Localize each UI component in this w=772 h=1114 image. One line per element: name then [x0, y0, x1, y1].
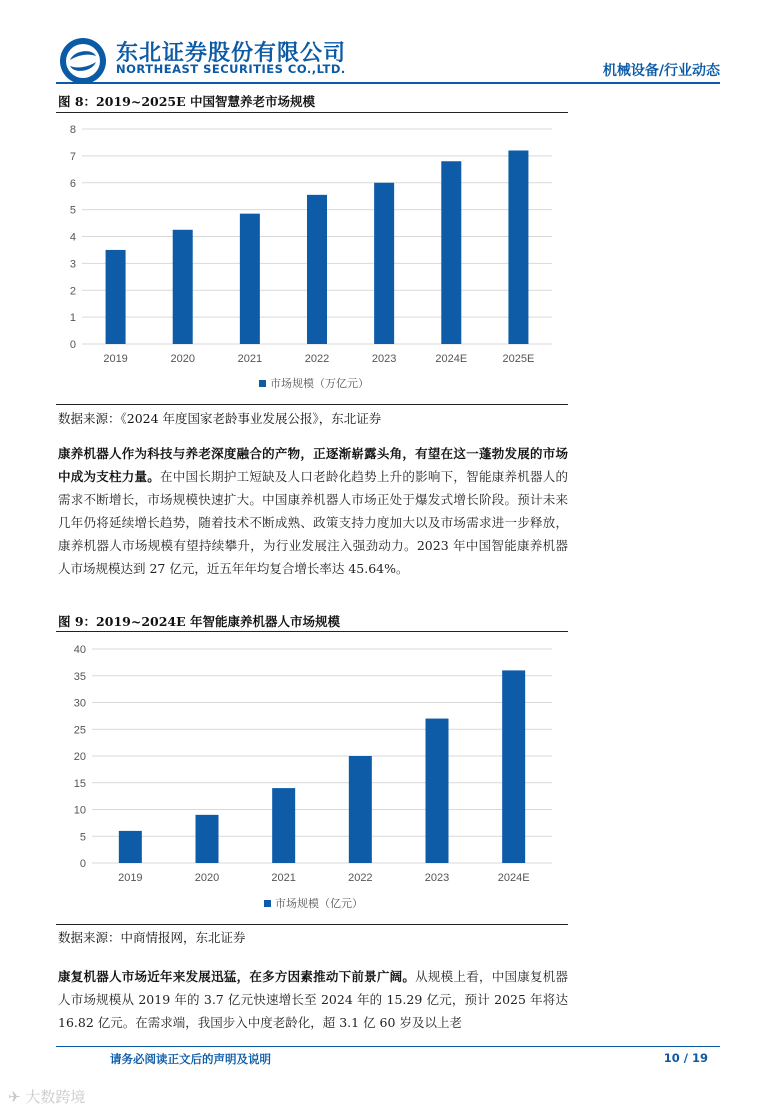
y-tick-label: 4 — [69, 231, 76, 244]
bar — [441, 161, 461, 344]
page-number: 10 / 19 — [663, 1051, 708, 1065]
header-divider — [56, 82, 720, 84]
bar — [173, 230, 193, 344]
paragraph-1-text: 在中国长期护工短缺及人口老龄化趋势上升的影响下，智能康养机器人的需求不断增长，市场规模快速扩大。中国康养机器人市场正处于爆发式增长阶段。预计未来几年仍将延续增长趋势，随着技术不断成熟、政策支持力度加大以及市场需求进一步释放，康养机器人市场规模有望持续攀升，为行业发展注入强劲动力。2023 年中国智能康养机器人市场规模达到 27 亿元，近五年年均复合增长率达 45.64%。 — [58, 469, 568, 576]
x-tick-label: 2021 — [271, 872, 296, 884]
x-tick-label: 2024E — [435, 353, 468, 365]
y-tick-label: 15 — [73, 777, 86, 790]
bar — [240, 214, 260, 344]
bar — [374, 183, 394, 344]
company-name-en: NORTHEAST SECURITIES CO.,LTD. — [116, 62, 346, 76]
x-tick-label: 2022 — [348, 872, 373, 884]
paragraph-1-lead: 康养机器人作为科技与养老深度融合的产物，正逐渐崭露头角，有望在这一蓬勃发展的市场中成为支柱力量。 — [58, 446, 568, 484]
legend-label: 市场规模（亿元） — [275, 898, 363, 910]
bar — [119, 831, 142, 863]
y-tick-label: 6 — [69, 177, 76, 190]
x-tick-label: 2020 — [170, 353, 195, 365]
watermark — [8, 1086, 85, 1107]
bar — [502, 670, 525, 863]
y-tick-label: 2 — [69, 285, 76, 298]
watermark-text: 大数跨境 — [25, 1088, 86, 1106]
legend-label: 市场规模（万亿元） — [270, 378, 369, 390]
y-tick-label: 35 — [73, 670, 86, 683]
y-tick-label: 3 — [69, 258, 76, 271]
company-name-cn: 东北证券股份有限公司 — [116, 41, 347, 66]
x-tick-label: 2023 — [424, 872, 450, 884]
bar — [196, 815, 219, 863]
y-tick-label: 0 — [79, 858, 86, 870]
footer-divider — [56, 1046, 720, 1047]
x-tick-label: 2025E — [502, 353, 535, 365]
figure-8-title: 图 8：2019~2025E 中国智慧养老市场规模 — [58, 94, 315, 109]
y-tick-label: 20 — [73, 751, 86, 763]
x-tick-label: 2020 — [194, 872, 220, 884]
y-tick-label: 5 — [79, 831, 86, 844]
y-tick-label: 25 — [73, 724, 86, 737]
figure-8-source: 数据来源：《2024 年度国家老龄事业发展公报》，东北证券 — [58, 411, 382, 426]
bar — [508, 151, 528, 345]
figure-8-bottom-rule — [56, 404, 568, 405]
legend-swatch — [259, 380, 266, 387]
legend-swatch — [264, 900, 271, 907]
bar — [106, 250, 126, 344]
x-tick-label: 2019 — [103, 353, 128, 365]
figure-8-top-rule — [56, 112, 568, 113]
bar — [307, 195, 327, 344]
y-tick-label: 0 — [69, 339, 76, 351]
x-tick-label: 2019 — [118, 872, 143, 884]
figure-9-bottom-rule — [56, 924, 568, 925]
y-tick-label: 40 — [73, 644, 86, 656]
bar — [349, 756, 372, 863]
x-tick-label: 2023 — [371, 353, 397, 365]
y-tick-label: 8 — [69, 124, 76, 136]
company-logo-icon — [58, 36, 108, 86]
bar — [272, 788, 295, 863]
watermark-icon: ✈ — [8, 1088, 26, 1106]
paragraph-2-lead: 康复机器人市场近年来发展迅猛，在多方因素推动下前景广阔。 — [58, 969, 416, 984]
bar — [426, 719, 449, 863]
paragraph-2-text: 从规模上看，中国康复机器人市场规模从 2019 年的 3.7 亿元快速增长至 2024 年的 15.29 亿元，预计 2025 年将达 16.82 亿元。在需求端，我国步入中度老龄化，超 3.1 亿 60 岁及以上老 — [58, 969, 568, 1030]
body-paragraph-1 — [58, 442, 568, 580]
y-tick-label: 5 — [69, 204, 76, 217]
footer-disclaimer: 请务必阅读正文后的声明及说明 — [110, 1052, 271, 1066]
y-tick-label: 1 — [69, 312, 76, 325]
x-tick-label: 2022 — [304, 353, 330, 365]
y-tick-label: 30 — [73, 697, 86, 710]
y-tick-label: 7 — [69, 150, 76, 163]
figure-9-top-rule — [56, 631, 568, 632]
x-tick-label: 2024E — [497, 872, 530, 884]
figure-9-chart — [56, 636, 568, 920]
report-category: 机械设备/行业动态 — [602, 63, 720, 79]
y-tick-label: 10 — [73, 804, 86, 817]
figure-9-title: 图 9：2019~2024E 年智能康养机器人市场规模 — [58, 614, 340, 629]
x-tick-label: 2021 — [237, 353, 263, 365]
body-paragraph-2 — [58, 965, 568, 1034]
figure-9-source: 数据来源：中商情报网，东北证券 — [58, 930, 246, 945]
figure-8-chart — [56, 116, 568, 398]
